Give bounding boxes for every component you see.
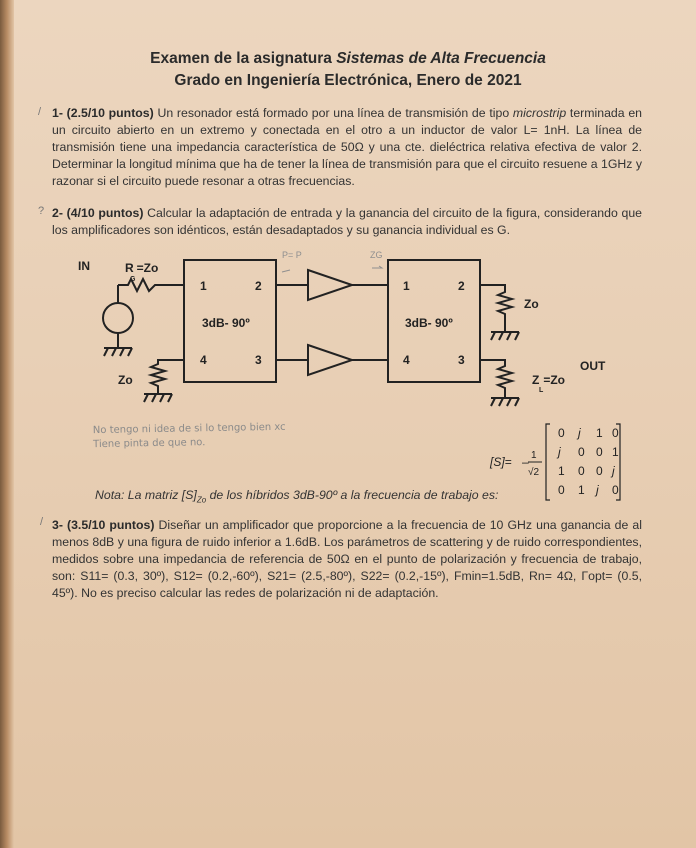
matrix-cell: j bbox=[558, 445, 561, 459]
h2-port4: 4 bbox=[403, 353, 410, 367]
matrix-num: 1 bbox=[531, 450, 537, 461]
h2-port1: 1 bbox=[403, 279, 410, 293]
matrix-minus: – bbox=[522, 455, 529, 469]
pen-mark-3: / bbox=[40, 516, 44, 528]
matrix-cell: j bbox=[596, 483, 599, 497]
h1-label: 3dB- 90º bbox=[202, 316, 250, 330]
signal-source bbox=[103, 303, 133, 333]
exam-title: Examen de la asignatura Sistemas de Alta Frecuencia bbox=[150, 50, 546, 67]
hand-p-eq: = P bbox=[288, 250, 302, 260]
label-rg-sub: G bbox=[130, 276, 136, 283]
label-out: OUT bbox=[580, 359, 606, 373]
label-zl-eq: =Zo bbox=[543, 373, 566, 387]
h1-port4: 4 bbox=[200, 353, 207, 367]
pen-mark-1: / bbox=[38, 106, 42, 118]
matrix-cell: 0 bbox=[558, 426, 565, 440]
label-zo-right: Zo bbox=[524, 297, 539, 311]
amplifier-bottom bbox=[308, 345, 352, 375]
matrix-cell: 1 bbox=[558, 464, 565, 478]
h2-port3: 3 bbox=[458, 353, 465, 367]
label-zo-left: Zo bbox=[118, 373, 133, 387]
svg-text:R=Zo bbox=[125, 261, 158, 275]
matrix-den: √2 bbox=[528, 467, 540, 478]
matrix-cell: 1 bbox=[612, 445, 619, 459]
label-rg-eq: =Zo bbox=[136, 261, 159, 275]
h2-port2: 2 bbox=[458, 279, 465, 293]
svg-text:Z=Zo bbox=[532, 373, 565, 387]
matrix-note: Nota: La matriz $[S]_{Zo}$ de los híbridos 3dB-90º a la frecuencia de trabajo es: bbox=[95, 488, 499, 505]
problem-2: 2- (4/10 puntos) Calcular la adaptación de entrada y la ganancia del circuito de la figura, considerando que los amplificadores son idénticos, están desadaptados y su ganancia individual es G. bbox=[52, 206, 643, 237]
matrix-lhs: [S]= bbox=[490, 455, 512, 469]
problem-1: 1- (2.5/10 puntos) Un resonador está formado por una línea de transmisión de tipo microstrip terminada en un circuito abierto en un extremo y conectada en el otro a un inductor de valor L= 1nH. La línea de transmisión tiene una impedancia característica de 50Ω y una cte. dieléctrica relativa efectiva de valor 2. Determinar la longitud mínima que ha de tener la línea de transmisión para que el circuito resuene a 1GHz y razonar si el circuito puede resonar a otras frecuencias. bbox=[52, 106, 642, 188]
matrix-cell: 0 bbox=[612, 483, 619, 497]
problem-3: 3- (3.5/10 puntos) Diseñar un amplificador que proporcione a la frecuencia de 10 GHz una ganancia de al menos 8dB y una figura de ruido inferior a 1.6dB. Los parámetros de scattering y de ruido correspondientes, medidos sobre una impedancia de referencia de 50Ω en el punto de polarización y frecuencia de trabajo, son: S11= (0.3, 30º), S12= (0.2,-60º), S21= (2.5,-80º), S22= (0.2,-15º), Fmin=1.5dB, Rn= 4Ω, Γopt= (0.5, 45º). No es preciso calcular las redes de polarización ni de adaptación. bbox=[52, 518, 642, 600]
matrix-cell: 1 bbox=[578, 483, 585, 497]
matrix-cell: 0 bbox=[596, 445, 603, 459]
matrix-cells bbox=[556, 426, 619, 497]
matrix-cell: 0 bbox=[596, 464, 603, 478]
exam-subtitle: Grado en Ingeniería Electrónica, Enero de 2021 bbox=[174, 72, 522, 89]
label-rg: R bbox=[125, 261, 134, 275]
label-zl: Z bbox=[532, 373, 540, 387]
label-zl-sub: L bbox=[539, 387, 544, 394]
handwritten-note: No tengo ni idea de si lo tengo bien xc Tiene pinta de que no. bbox=[92, 421, 286, 451]
matrix-cell: 0 bbox=[578, 464, 585, 478]
matrix-cell: 0 bbox=[558, 483, 565, 497]
amplifier-top bbox=[308, 270, 352, 300]
h2-label: 3dB- 90º bbox=[405, 316, 453, 330]
matrix-cell: 0 bbox=[578, 445, 585, 459]
hand-p1: P bbox=[282, 250, 289, 260]
matrix-cell: 0 bbox=[612, 426, 619, 440]
h1-port1: 1 bbox=[200, 279, 207, 293]
label-in: IN bbox=[78, 259, 90, 273]
pen-mark-2: ? bbox=[38, 205, 45, 217]
s-matrix bbox=[486, 418, 636, 508]
circuit-diagram bbox=[0, 245, 696, 445]
svg-text:P= P bbox=[282, 250, 302, 260]
matrix-cell: j bbox=[578, 426, 581, 440]
matrix-cell: 1 bbox=[596, 426, 603, 440]
h1-port3: 3 bbox=[255, 353, 262, 367]
h1-port2: 2 bbox=[255, 279, 262, 293]
hand-zg: ZG bbox=[370, 250, 383, 260]
matrix-cell: j bbox=[612, 464, 615, 478]
